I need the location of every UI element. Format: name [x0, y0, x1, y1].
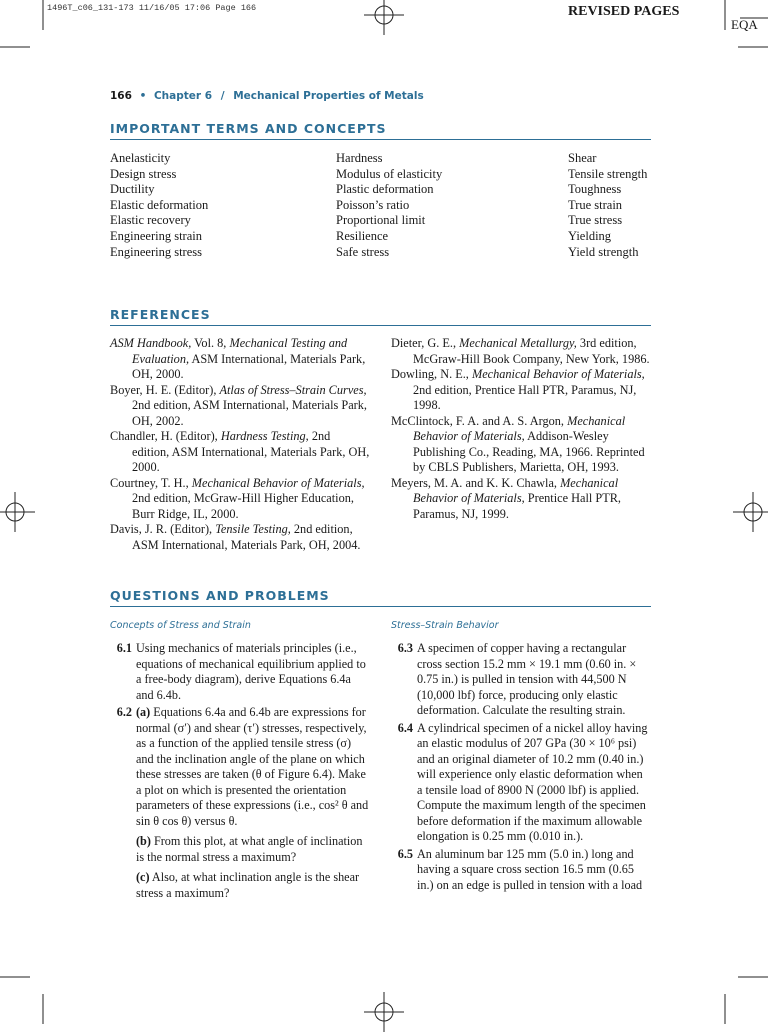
running-head — [110, 90, 424, 102]
questions-left-column — [110, 641, 370, 901]
registration-mark-icon — [364, 0, 404, 35]
term: Ductility — [110, 182, 155, 197]
reference-item: McClintock, F. A. and A. S. Argon, Mechanical Behavior of Materials, Addison-Wesley Publishing Co., Reading, MA, 1966. Reprinted by CBLS Publishers, Marietta, OH, 1993. — [391, 413, 645, 474]
eqa-label: EQA — [731, 17, 758, 32]
terms-column-1 — [110, 151, 208, 260]
references-left-column — [110, 336, 370, 553]
term: Proportional limit — [336, 213, 426, 228]
registration-mark-icon — [364, 992, 404, 1032]
terms-column-2 — [336, 151, 442, 260]
questions-right-column — [391, 641, 651, 893]
term: True stress — [568, 213, 623, 228]
subsection-title: Stress–Strain Behavior — [391, 620, 499, 631]
question-number: 6.1 — [116, 641, 132, 655]
term: Modulus of elasticity — [336, 166, 443, 181]
term: Yield strength — [568, 244, 639, 259]
term: Yielding — [568, 228, 612, 243]
question-number: 6.3 — [397, 641, 413, 655]
question-part-a: (a) Equations 6.4a and 6.4b are expressions for normal (σ′) and shear (τ′) stresses, respectively, as a function of the applied tensile stress (σ) and the inclination angle of the plane on which these stresses are taken (θ of Figure 6.4). Make a plot on which is presented the orientation parameters of these expressions (i.e., cos² θ and sin θ cos θ) versus θ. — [136, 705, 369, 828]
chapter-label: Chapter 6 — [153, 90, 213, 102]
question-6-4 — [397, 720, 651, 845]
term: Anelasticity — [110, 151, 171, 165]
term: Engineering strain — [110, 228, 202, 243]
chapter-title: Mechanical Properties of Metals — [233, 90, 424, 102]
slash: / — [220, 90, 225, 102]
terms-rule — [110, 139, 651, 140]
registration-mark-icon — [733, 492, 768, 532]
term: Plastic deformation — [336, 182, 434, 197]
question-number: 6.4 — [397, 720, 413, 735]
questions-rule — [110, 606, 651, 607]
question-6-1 — [116, 641, 370, 703]
term: Engineering stress — [110, 244, 202, 259]
reference-item: Dieter, G. E., Mechanical Metallurgy, 3rd edition, McGraw-Hill Book Company, New York, 1986. — [391, 336, 650, 366]
subsection-title: Concepts of Stress and Strain — [110, 620, 251, 631]
question-6-5 — [397, 846, 651, 894]
term: Toughness — [568, 182, 622, 197]
term: Elastic recovery — [110, 213, 191, 228]
question-text: An aluminum bar 125 mm (5.0 in.) long and having a square cross section 16.5 mm (0.65 in.) on an edge is pulled in tension with a load — [417, 846, 643, 892]
print-slug: 1496T_c06_131-173 11/16/05 17:06 Page 166 — [47, 3, 257, 13]
term: Safe stress — [336, 244, 390, 259]
question-text: A cylindrical specimen of a nickel alloy having an elastic modulus of 207 GPa (30 × 10⁶ psi) and an original diameter of 10.2 mm (0.40 in.) will experience only elastic deformation when a tensile load of 8900 N (2000 lbf) is applied. Compute the maximum length of the specimen before deformation if the maximum allowable elongation is 0.25 mm (0.010 in.). — [417, 720, 648, 843]
bullet: • — [139, 90, 147, 102]
reference-item: Meyers, M. A. and K. K. Chawla, Mechanical Behavior of Materials, Prentice Hall PTR, Paramus, NJ, 1999. — [391, 475, 621, 521]
term: True strain — [568, 197, 623, 212]
question-text: A specimen of copper having a rectangular cross section 15.2 mm × 19.1 mm (0.60 in. × 0.75 in.) is pulled in tension with 44,500 N (10,000 lbf) force, producing only elastic deformation. Calculate the resulting strain. — [417, 641, 637, 717]
questions-heading: QUESTIONS AND PROBLEMS — [110, 588, 330, 603]
reference-item: Davis, J. R. (Editor), Tensile Testing, 2nd edition, ASM International, Materials Park, OH, 2004. — [110, 522, 361, 552]
reference-item: Dowling, N. E., Mechanical Behavior of Materials, 2nd edition, Prentice Hall PTR, Paramus, NJ, 1998. — [391, 367, 645, 412]
term: Poisson’s ratio — [336, 197, 410, 212]
references-heading: REFERENCES — [110, 307, 211, 322]
registration-mark-icon — [0, 492, 35, 532]
term: Tensile strength — [568, 166, 648, 181]
question-number: 6.5 — [397, 846, 413, 861]
question-text: Using mechanics of materials principles (i.e., equations of mechanical equilibrium applied to a free-body diagram), derive Equations 6.4a and 6.4b. — [136, 641, 366, 702]
reference-item: Courtney, T. H., Mechanical Behavior of Materials, 2nd edition, McGraw-Hill Higher Education, Burr Ridge, IL, 2000. — [110, 475, 365, 521]
term: Resilience — [336, 228, 389, 243]
page-number: 166 — [110, 90, 132, 102]
term: Hardness — [336, 151, 383, 165]
term: Shear — [568, 151, 597, 165]
terms-heading: IMPORTANT TERMS AND CONCEPTS — [110, 121, 387, 136]
term: Elastic deformation — [110, 197, 209, 212]
revised-pages-label: REVISED PAGES — [568, 4, 680, 19]
question-6-2 — [116, 705, 370, 829]
reference-item: Chandler, H. (Editor), Hardness Testing, 2nd edition, ASM International, Materials Park, OH, 2000. — [110, 429, 370, 474]
references-rule — [110, 325, 651, 326]
question-number: 6.2 — [116, 705, 132, 719]
question-part-c: (c) Also, at what inclination angle is the shear stress a maximum? — [136, 870, 360, 900]
term: Design stress — [110, 166, 177, 181]
references-right-column — [391, 336, 651, 522]
reference-item: Boyer, H. E. (Editor), Atlas of Stress–Strain Curves, 2nd edition, ASM International, Materials Park, OH, 2002. — [110, 382, 367, 428]
terms-column-3 — [568, 151, 647, 260]
question-6-3 — [397, 641, 651, 719]
reference-item: ASM Handbook, Vol. 8, Mechanical Testing and Evaluation, ASM International, Materials Park, OH, 2000. — [110, 336, 366, 381]
question-part-b: (b) From this plot, at what angle of inclination is the normal stress a maximum? — [136, 834, 363, 864]
